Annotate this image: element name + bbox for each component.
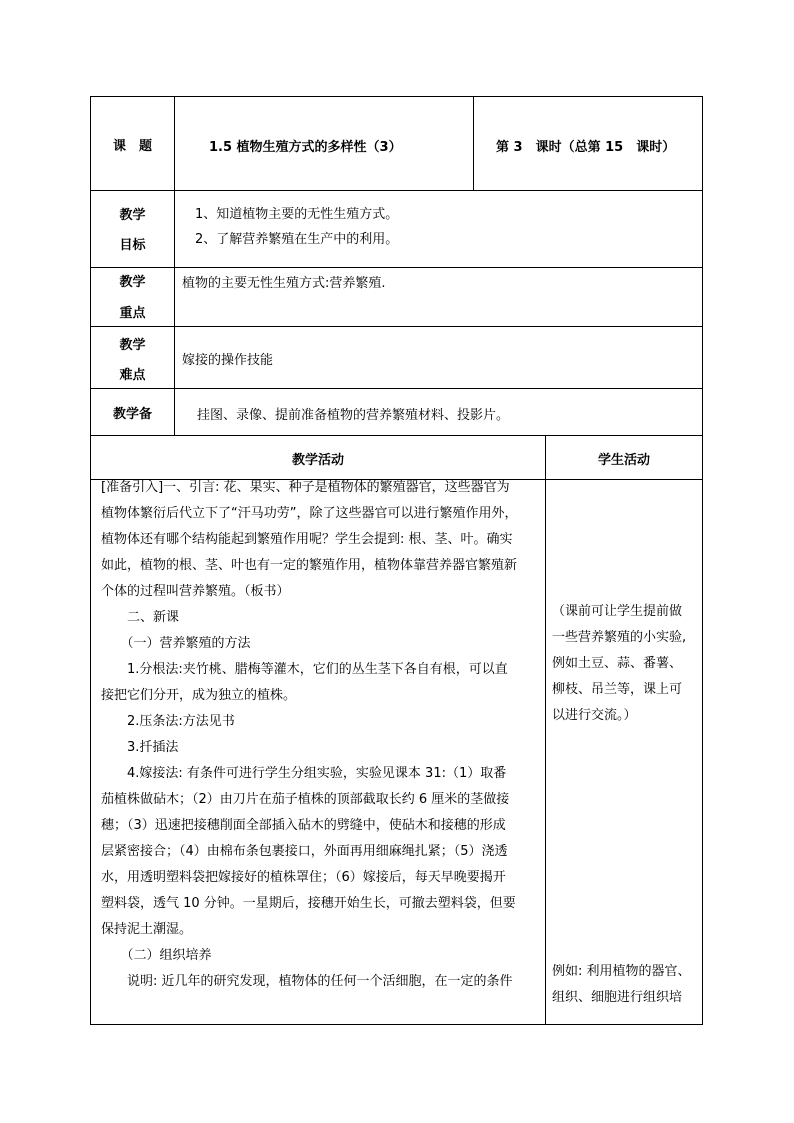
lesson-info: 第 3 课时（总第 15 课时） — [496, 140, 676, 155]
teacher-activity-line: 1.分根法:夹竹桃、腊梅等灌木，它们的丛生茎下各自有根，可以直 — [101, 662, 508, 677]
teacher-activity-cell — [90, 479, 546, 1025]
difficulties-label-line2: 难点 — [119, 368, 146, 383]
teacher-activity-line: [准备引入]一、引言: 花、果实、种子是植物体的繁殖器官，这些器官为 — [101, 480, 510, 495]
keypoints-label-line2: 重点 — [119, 306, 146, 321]
teacher-activity-header-cell — [90, 435, 546, 480]
student-activity-line: （课前可让学生提前做 — [552, 604, 683, 619]
teacher-activity-line: 3.扦插法 — [101, 740, 179, 755]
preparation-label-cell — [90, 388, 175, 436]
topic-label-cell — [90, 96, 175, 191]
student-activity-header-cell — [545, 435, 703, 480]
difficulties-content-cell — [174, 326, 703, 389]
student-activity-line: 例如: 利用植物的器官、 — [552, 964, 691, 979]
teacher-activity-line: 接把它们分开，成为独立的植株。 — [101, 688, 297, 703]
keypoints-text: 植物的主要无性生殖方式:营养繁殖. — [182, 276, 386, 291]
teacher-activity-line: 植物体还有哪个结构能起到繁殖作用呢？学生会提到: 根、茎、叶。确实 — [101, 532, 513, 547]
teacher-activity-line: 二、新课 — [101, 610, 180, 625]
lesson-info-cell — [473, 96, 703, 191]
difficulties-text: 嫁接的操作技能 — [182, 353, 274, 368]
difficulties-label-cell — [90, 326, 175, 389]
student-activity-line: 组织、细胞进行组织培 — [552, 990, 683, 1005]
teacher-activity-line: 个体的过程叫营养繁殖。（板书） — [101, 584, 290, 599]
student-activity-line: 一些营养繁殖的小实验, — [552, 630, 687, 645]
topic-title: 1.5 植物生殖方式的多样性（3） — [209, 140, 402, 155]
teacher-activity-line: 4.嫁接法: 有条件可进行学生分组实验，实验见课本 31:（1）取番 — [101, 766, 507, 781]
objectives-label-line1: 教学 — [119, 208, 146, 223]
difficulties-label-line1: 教学 — [119, 338, 146, 353]
teacher-activity-line: 说明: 近几年的研究发现，植物体的任何一个活细胞，在一定的条件 — [101, 974, 513, 989]
lesson-plan-table — [90, 96, 703, 1025]
preparation-content-cell — [174, 388, 703, 436]
objective-item: 1、知道植物主要的无性生殖方式。 — [195, 207, 399, 222]
teacher-activity-line: 穗；（3）迅速把接穗削面全部插入砧木的劈缝中，使砧木和接穗的形成 — [101, 818, 506, 833]
topic-title-cell — [174, 96, 474, 191]
student-activity-line: 例如土豆、蒜、番薯、 — [552, 656, 683, 671]
objectives-label-cell — [90, 190, 175, 268]
teacher-activity-line: 2.压条法:方法见书 — [101, 714, 235, 729]
student-activity-line: 柳枝、吊兰等，课上可 — [552, 682, 683, 697]
teacher-activity-line: 保持泥土潮湿。 — [101, 922, 193, 937]
teacher-activity-line: 塑料袋，透气 10 分钟。一星期后，接穗开始生长，可撤去塑料袋，但要 — [101, 896, 516, 911]
teacher-activity-line: 层紧密接合；（4）由棉布条包裹接口，外面再用细麻绳扎紧；（5）浇透 — [101, 844, 508, 859]
keypoints-label-cell — [90, 267, 175, 327]
teacher-activity-line: （一）营养繁殖的方法 — [101, 636, 251, 651]
teacher-activity-line: 如此，植物的根、茎、叶也有一定的繁殖作用，植物体靠营养器官繁殖新 — [101, 558, 518, 573]
preparation-label: 教学备 — [112, 407, 152, 422]
objective-item: 2、了解营养繁殖在生产中的利用。 — [195, 232, 399, 247]
topic-label: 课 题 — [112, 139, 152, 154]
teacher-activity-line: 水，用透明塑料袋把嫁接好的植株罩住；（6）嫁接后，每天早晚要揭开 — [101, 870, 506, 885]
objectives-label-line2: 目标 — [119, 238, 146, 253]
teacher-activity-line: 茄植株做砧木；（2）由刀片在茄子植株的顶部截取长约 6 厘米的茎做接 — [101, 792, 510, 807]
teacher-activity-line: （二）组织培养 — [101, 948, 212, 963]
preparation-text: 挂图、录像、提前准备植物的营养繁殖材料、投影片。 — [197, 408, 510, 423]
student-activity-cell — [545, 479, 703, 1025]
teacher-activity-line: 植物体繁衍后代立下了“汗马功劳”，除了这些器官可以进行繁殖作用外， — [101, 506, 518, 521]
student-activity-line: 以进行交流。） — [552, 708, 637, 723]
student-activity-header: 学生活动 — [597, 453, 650, 468]
teacher-activity-header: 教学活动 — [291, 453, 344, 468]
keypoints-content-cell — [174, 267, 703, 327]
keypoints-label-line1: 教学 — [119, 275, 146, 290]
objectives-content-cell — [174, 190, 703, 268]
